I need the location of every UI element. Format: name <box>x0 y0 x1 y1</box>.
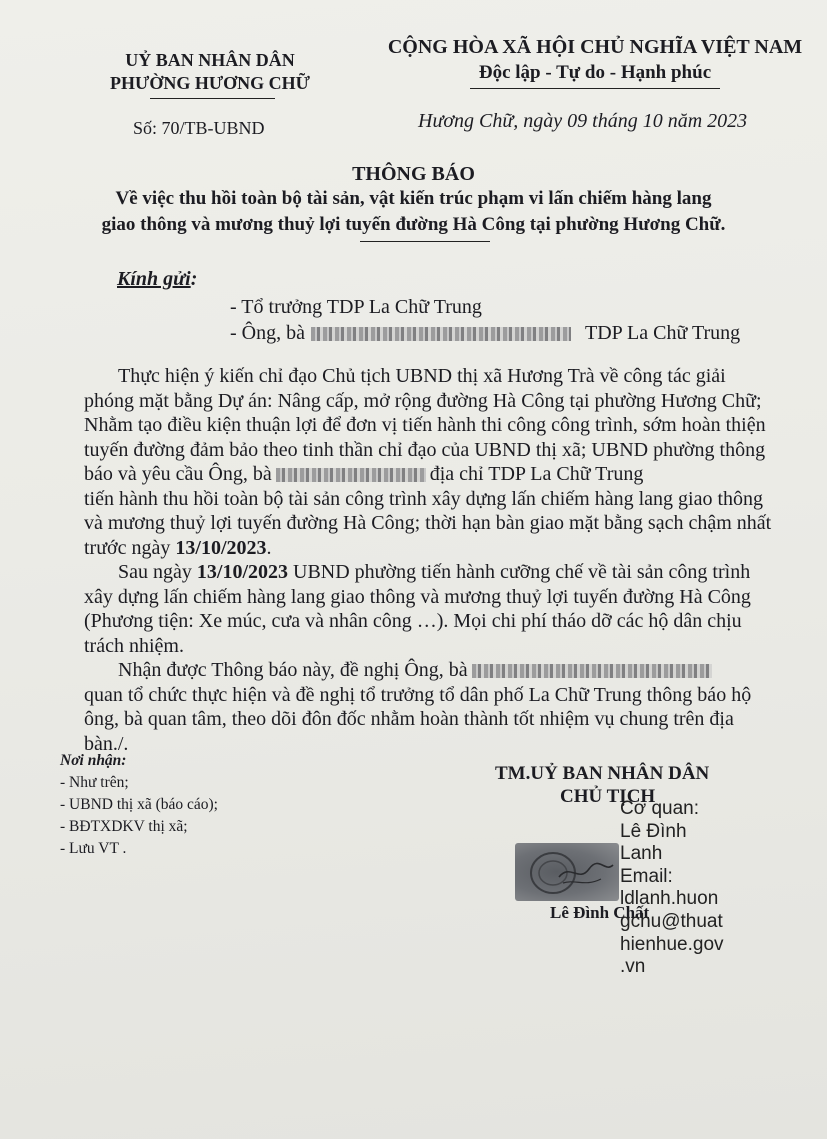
document-number: Số: 70/TB-UBND <box>133 118 265 138</box>
national-motto: Độc lập - Tự do - Hạnh phúc <box>478 62 712 83</box>
p2-line: trách nhiệm. <box>84 634 184 657</box>
redacted-name <box>311 327 571 341</box>
p1-line <box>84 462 771 487</box>
p1-line: Nhằm tạo điều kiện thuận lợi để đơn vị tiến hành thi công công trình, sớm hoàn thiện <box>84 414 766 436</box>
p2-line1-pre: Sau ngày <box>118 561 197 583</box>
overlay-line: Lê Đình <box>620 820 687 842</box>
recipient-2-suffix: TDP La Chữ Trung <box>584 322 741 344</box>
org-name-line1: UỶ BAN NHÂN DÂN <box>125 50 295 70</box>
p1-line <box>84 536 771 561</box>
body-paragraph-3 <box>84 658 751 756</box>
p1-line: phóng mặt bằng Dự án: Nâng cấp, mở rộng đường Hà Công tại phường Hương Chữ; <box>84 389 762 412</box>
p2-line1-post: UBND phường tiến hành cưỡng chế về tài sản công trình <box>288 561 751 583</box>
subtitle-underline <box>360 241 490 242</box>
p1-line8-post: . <box>266 536 272 559</box>
body-paragraph-2 <box>84 560 751 658</box>
recipient-2 <box>230 322 740 345</box>
p3-line: bàn./. <box>84 732 129 755</box>
p1-line: tuyến đường đảm bảo theo tinh thần chỉ đạo của UBND thị xã; UBND phường thông <box>84 438 766 461</box>
overlay-line: .vn <box>620 956 646 978</box>
p3-line: quan tổ chức thực hiện và đề nghị tổ trưởng tổ dân phố La Chữ Trung thông báo hộ <box>84 683 752 706</box>
p1-line8-pre: trước ngày <box>84 536 176 559</box>
noi-nhan-item: - UBND thị xã (báo cáo); <box>60 796 218 813</box>
redacted-name <box>276 468 426 482</box>
motto-underline <box>470 88 720 89</box>
document-title: THÔNG BÁO <box>352 163 475 185</box>
body-paragraph-1 <box>84 364 771 560</box>
p3-line1-text: Nhận được Thông báo này, đề nghị Ông, bà <box>118 659 468 681</box>
signer-name: Lê Đình Chất <box>550 903 650 922</box>
noi-nhan-item: - Như trên; <box>60 774 129 791</box>
p1-line: tiến hành thu hồi toàn bộ tài sản công trình xây dựng lấn chiếm hàng lang giao thông <box>84 487 764 510</box>
national-title: CỘNG HÒA XÃ HỘI CHỦ NGHĨA VIỆT NAM <box>387 36 803 58</box>
recipients-list <box>60 750 218 860</box>
overlay-line: Cơ quan: <box>620 798 700 819</box>
recipient-2-prefix: - Ông, bà <box>230 322 305 344</box>
document-subtitle-line2: giao thông và mương thuỷ lợi tuyến đường Hà Công tại phường Hương Chữ. <box>101 214 726 235</box>
noi-nhan-label: Nơi nhận: <box>60 752 127 769</box>
recipients-label <box>117 268 197 291</box>
overlay-line: gchu@thuat <box>620 910 723 932</box>
signature-org-title: TM.UỶ BAN NHÂN DÂN <box>495 763 710 784</box>
overlay-line: ldlanh.huon <box>620 888 719 910</box>
document-subtitle-line1: Về việc thu hồi toàn bộ tài sản, vật kiến trúc phạm vi lấn chiếm hàng lang <box>115 188 712 209</box>
place-date: Hương Chữ, ngày 09 tháng 10 năm 2023 <box>418 110 748 132</box>
enforcement-date: 13/10/2023 <box>196 561 289 583</box>
recipient-1: - Tổ trưởng TDP La Chữ Trung <box>230 296 482 318</box>
p3-line <box>84 658 751 683</box>
org-underline <box>150 98 275 99</box>
overlay-line: Email: <box>620 865 673 887</box>
overlay-line: Lanh <box>620 843 663 865</box>
deadline-date: 13/10/2023 <box>175 536 267 559</box>
recipients-label-text: Kính gửi <box>117 268 191 290</box>
p2-line: (Phương tiện: Xe múc, cưa và nhân công …). Mọi chi phí tháo dỡ các hộ dân chịu <box>84 610 742 632</box>
p1-line: và mương thuỷ lợi tuyến đường Hà Công; thời hạn bàn giao mặt bằng sạch chậm nhất <box>84 512 772 534</box>
contact-overlay <box>620 798 740 979</box>
recipients-colon: : <box>190 268 198 290</box>
noi-nhan-item: - BĐTXDKV thị xã; <box>60 818 188 835</box>
overlay-line: hienhue.gov <box>620 933 724 955</box>
p1-line: Thực hiện ý kiến chỉ đạo Chủ tịch UBND thị xã Hương Trà về công tác giải <box>118 365 726 387</box>
p2-line: xây dựng lấn chiếm hàng lang giao thông và mương thuỷ lợi tuyến đường Hà Công <box>84 585 751 608</box>
p3-line: ông, bà quan tâm, theo dõi đôn đốc nhằm hoàn thành tốt nhiệm vụ chung trên địa <box>84 708 734 730</box>
noi-nhan-item: - Lưu VT . <box>60 840 127 857</box>
p1-line5-post: địa chỉ TDP La Chữ Trung <box>429 463 644 485</box>
official-stamp-image <box>515 843 619 901</box>
signature-position: CHỦ TỊCH <box>560 786 656 807</box>
redacted-name <box>472 664 712 678</box>
p2-line <box>84 560 751 585</box>
p1-line5-pre: báo và yêu cầu Ông, bà <box>84 463 272 485</box>
org-name-line2: PHƯỜNG HƯƠNG CHỮ <box>110 73 310 93</box>
